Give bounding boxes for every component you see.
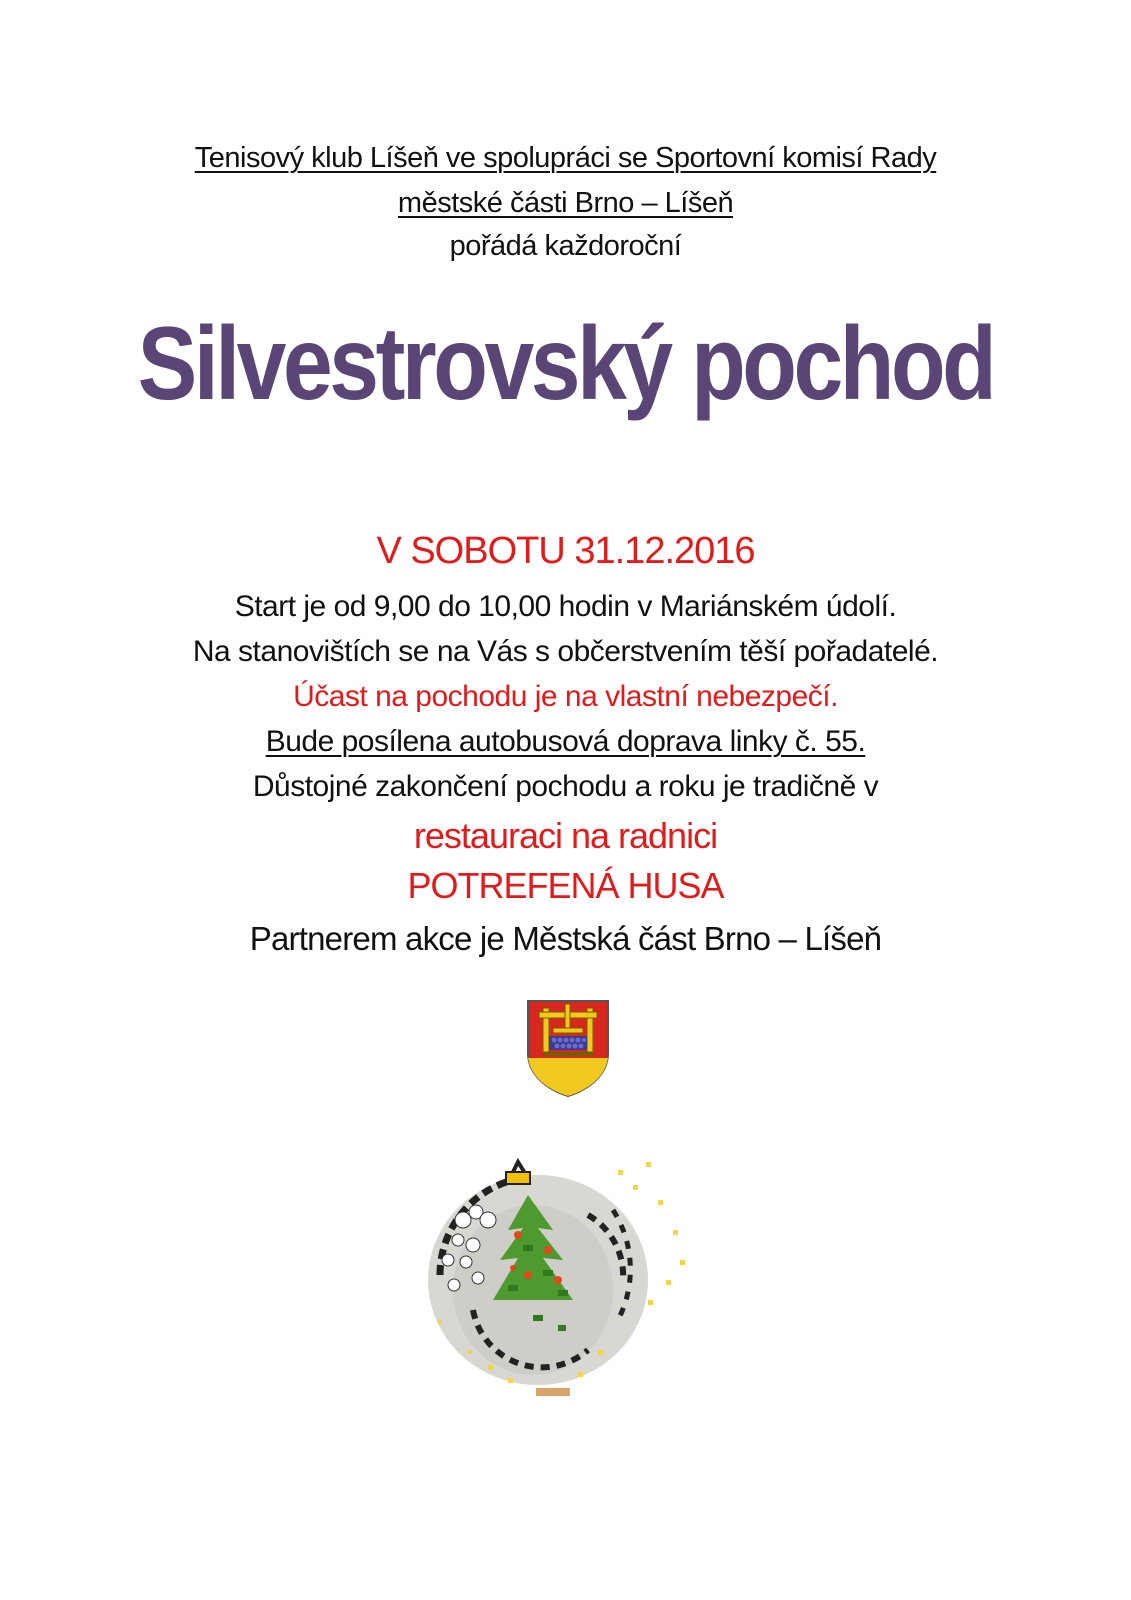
intro-line-organizer: Tenisový klub Líšeň ve spolupráci se Sportovní komisí Rady	[194, 142, 937, 174]
bus-info: Bude posílena autobusová doprava linky č. 55.	[265, 725, 866, 758]
coat-of-arms-icon	[525, 998, 611, 1098]
intro-line-district: městské části Brno – Líšeň	[397, 187, 734, 219]
venue-restaurant: restauraci na radnici	[413, 815, 718, 856]
risk-notice: Účast na pochodu je na vlastní nebezpečí.	[293, 680, 838, 713]
poster-title: Silvestrovský pochod	[137, 306, 994, 422]
ending-info: Důstojné zakončení pochodu a roku je tradičně v	[252, 770, 879, 803]
event-date: V SOBOTU 31.12.2016	[376, 530, 755, 572]
intro-line-announce: pořádá každoroční	[449, 230, 682, 262]
start-info: Start je od 9,00 do 10,00 hodin v Mariánském údolí.	[234, 590, 897, 623]
stations-info: Na stanovištích se na Vás s občerstvením těší pořadatelé.	[192, 635, 939, 668]
partner-info: Partnerem akce je Městská část Brno – Líšeň	[249, 920, 882, 957]
christmas-ornament-icon	[418, 1150, 718, 1405]
venue-name: POTREFENÁ HUSA	[407, 865, 724, 906]
